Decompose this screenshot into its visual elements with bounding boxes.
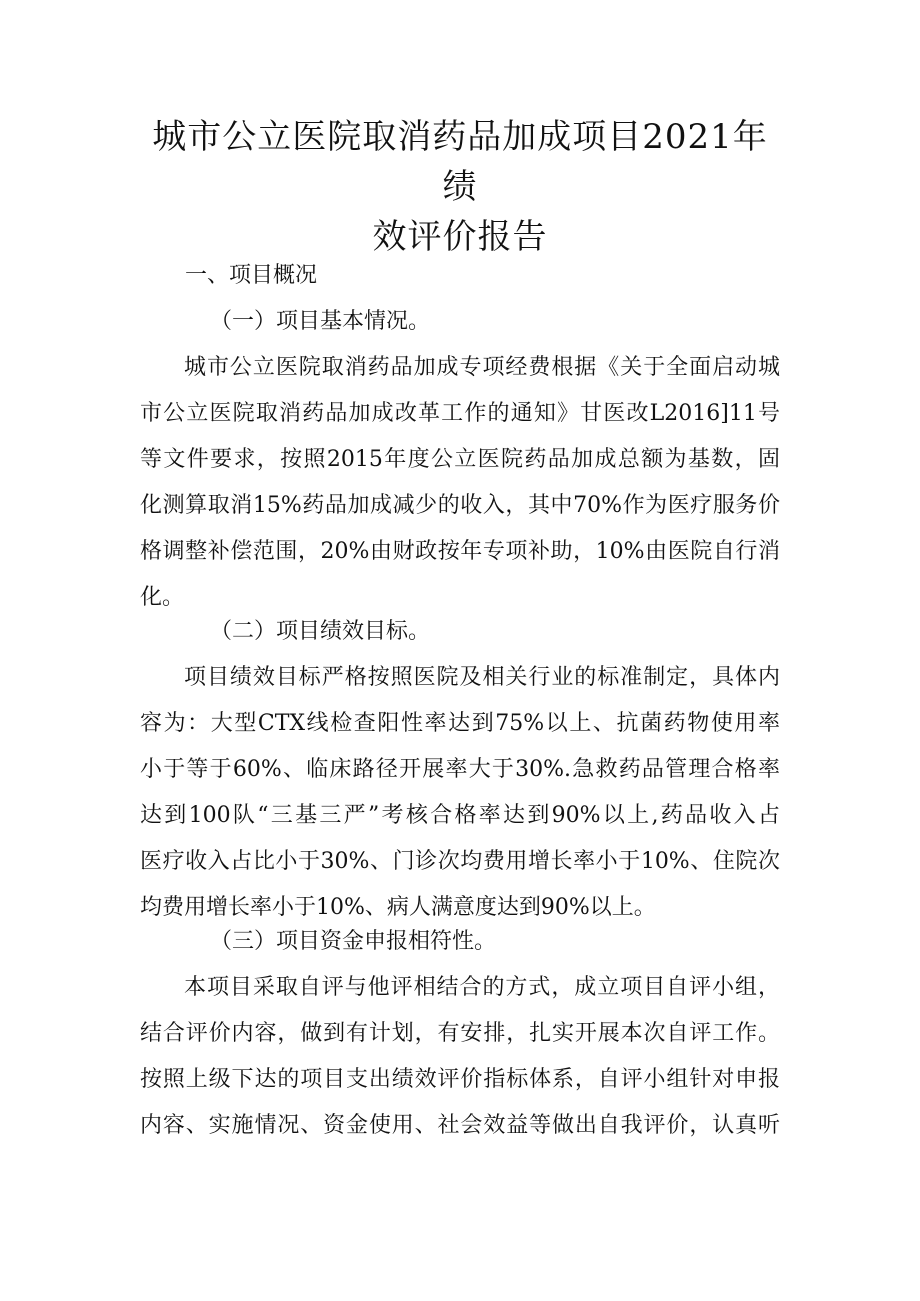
paragraph-fund-consistency	[140, 965, 780, 1149]
title-line-1: 城市公立医院取消药品加成项目2021年绩	[152, 117, 768, 207]
subsection-heading-fund-consistency: （三）项目资金申报相符性。	[210, 929, 497, 954]
paragraph-line: 达到100队“三基三严”考核合格率达到90%以上,药品收入占	[140, 803, 780, 828]
paragraph-line: 本项目采取自评与他评相结合的方式，成立项目自评小组，	[184, 975, 780, 1000]
subsection-heading-performance-goals: （二）项目绩效目标。	[210, 619, 431, 644]
paragraph-line: 均费用增长率小于10%、病人满意度达到90%以上。	[140, 895, 656, 920]
paragraph-line: 内容、实施情况、资金使用、社会效益等做出自我评价，认真听	[140, 1113, 780, 1138]
paragraph-basic-info	[140, 345, 780, 621]
paragraph-line: 容为：大型CTX线检查阳性率达到75%以上、抗菌药物使用率	[140, 711, 780, 736]
paragraph-line: 化。	[140, 585, 185, 610]
paragraph-line: 项目绩效目标严格按照医院及相关行业的标准制定，具体内	[184, 665, 780, 690]
paragraph-performance-goals	[140, 655, 780, 931]
paragraph-line: 城市公立医院取消药品加成专项经费根据《关于全面启动城	[184, 355, 780, 380]
paragraph-line: 格调整补偿范围，20%由财政按年专项补助，10%由医院自行消	[140, 539, 780, 564]
subsection-heading-basic-info: （一）项目基本情况。	[210, 309, 431, 334]
paragraph-line: 医疗收入占比小于30%、门诊次均费用增长率小于10%、住院次	[140, 849, 780, 874]
paragraph-line: 结合评价内容，做到有计划，有安排，扎实开展本次自评工作。	[140, 1021, 780, 1046]
paragraph-line: 化测算取消15%药品加成减少的收入，其中70%作为医疗服务价	[140, 493, 780, 518]
title-line-2: 效评价报告	[372, 217, 548, 257]
paragraph-line: 市公立医院取消药品加成改革工作的通知》甘医改L2016]11号	[140, 401, 780, 426]
section-heading-overview: 一、项目概况	[185, 263, 318, 288]
paragraph-line: 等文件要求，按照2015年度公立医院药品加成总额为基数，固	[140, 447, 780, 472]
paragraph-line: 按照上级下达的项目支出绩效评价指标体系，自评小组针对申报	[140, 1067, 780, 1092]
document-title	[140, 112, 780, 262]
paragraph-line: 小于等于60%、临床路径开展率大于30%.急救药品管理合格率	[140, 757, 780, 782]
